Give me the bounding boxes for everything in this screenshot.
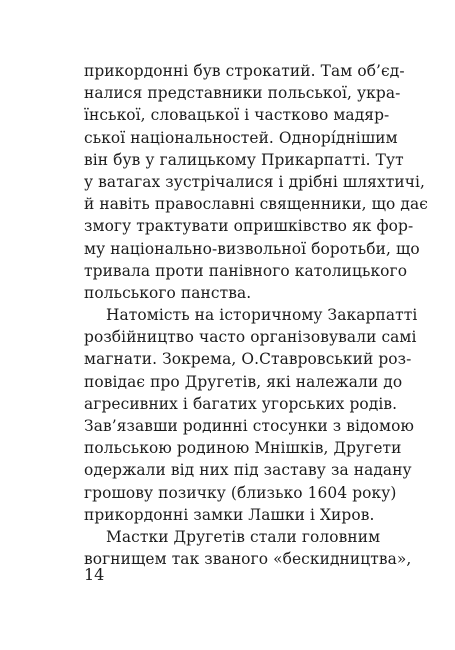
text-line: прикордонні замки Лашки і Хиров. [84, 505, 375, 524]
text-line: вогнищем так званого «бескидництва», [84, 550, 412, 569]
text-line: польською родиною Мнішків, Другети [84, 439, 402, 458]
text-line: му національно-визвольної боротьби, що [84, 239, 420, 258]
text-line: у ватагах зустрічалися і дрібні шляхтичі, [84, 172, 425, 191]
body-text [84, 60, 428, 570]
text-line: грошову позичку (близько 1604 року) [84, 483, 397, 502]
text-line: Натомість на історичному Закарпатті [106, 306, 418, 325]
text-line: й навіть православні священники, що дає [84, 195, 428, 214]
text-line: їнської, словацької і частково мадяр- [84, 106, 390, 125]
text-line: одержали від них під заставу за надану [84, 461, 412, 480]
text-line: ської національностей. Однорíднішим [84, 128, 398, 147]
text-line: він був у галицькому Прикарпатті. Тут [84, 150, 404, 169]
text-line: Мастки Другетів стали головним [106, 527, 381, 546]
page-number: 14 [84, 565, 105, 584]
text-line: Зав’язавши родинні стосунки з відомою [84, 417, 414, 435]
text-line: налися представники польської, укра- [84, 84, 401, 103]
text-line: прикордонні був строкатий. Там об’єд- [84, 62, 405, 80]
text-line: магнати. Зокрема, О.Ставровський роз- [84, 350, 412, 369]
text-line: польського панства. [84, 283, 252, 302]
text-line: змогу трактувати опришківство як фор- [84, 217, 414, 236]
text-line: агресивних і багатих угорських родів. [84, 394, 398, 413]
text-line: тривала проти панівного католицького [84, 261, 408, 280]
text-line: розбійництво часто організовували самі [84, 328, 417, 347]
text-line: повідає про Другетів, які належали до [84, 372, 403, 391]
